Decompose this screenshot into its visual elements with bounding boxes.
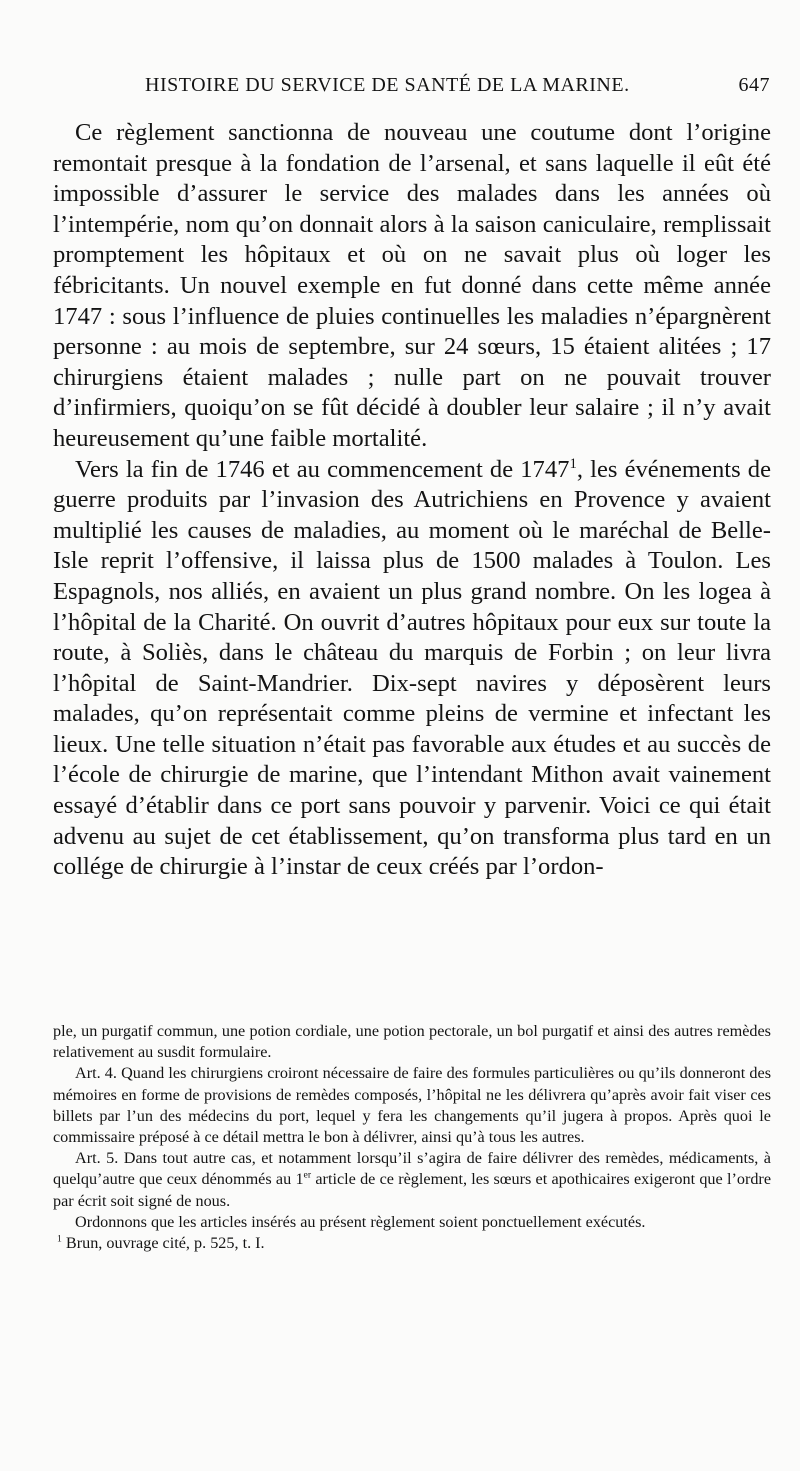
article-5-superscript: er — [303, 1170, 312, 1182]
footnote-marker: 1 — [57, 1233, 62, 1245]
running-title: HISTOIRE DU SERVICE DE SANTÉ DE LA MARINE. — [145, 74, 630, 96]
note-closing: Ordonnons que les articles insérés au présent règlement soient ponctuellement exécutés. — [75, 1212, 646, 1231]
main-text — [53, 118, 771, 883]
note-article-5 — [53, 1148, 771, 1212]
notes-block — [53, 1021, 771, 1254]
footnote — [53, 1233, 771, 1254]
note-article-4: Art. 4. Quand les chirurgiens croiront nécessaire de faire des formules particulières ou qu’ils donneront des mémoires en forme de provisions de remèdes composés, l’hôpital ne les délivrera qu’après avoir fait viser ces billets par l’un des médecins du port, lequel y fera les changements qu’il jugera à propos. Après quoi le commissaire préposé à ce détail mettra le bon à délivrer, ainsi qu’à tous les autres. — [53, 1064, 771, 1147]
paragraph-2 — [53, 455, 771, 883]
article-5-start: Art. 5. Dans tout autre cas, et notamment lorsqu’il s’agira de faire délivrer des remèdes, médicaments, à quelqu’autre que ceux dénommés au 1 — [53, 1149, 771, 1189]
paragraph-2-start: Vers la fin de 1746 et au commencement de 1747 — [75, 455, 570, 483]
footnote-reference: 1 — [569, 455, 577, 472]
page-number: 647 — [738, 74, 770, 96]
article-5-rest: article de ce règlement, les sœurs et apothicaires exigeront que l’ordre par écrit soit signé de nous. — [53, 1170, 772, 1210]
running-header — [145, 74, 770, 106]
paragraph-1: Ce règlement sanctionna de nouveau une coutume dont l’origine remontait presque à la fondation de l’arsenal, et sans laquelle il eût été impossible d’assurer le service des malades dans les années où l’intempérie, nom qu’on donnait alors à la saison caniculaire, remplissait promptement les hôpitaux et où on ne savait plus où loger les fébricitants. Un nouvel exemple en fut donné dans cette même année 1747 : sous l’influence de pluies continuelles les maladies n’épargnèrent personne : au mois de septembre, sur 24 sœurs, 15 étaient alitées ; 17 chirurgiens étaient malades ; nulle part on ne pouvait trouver d’infirmiers, quoiqu’on se fût décidé à doubler leur salaire ; il n’y avait heureusement qu’une faible mortalité. — [53, 119, 771, 452]
footnote-text: Brun, ouvrage cité, p. 525, t. I. — [61, 1234, 265, 1253]
paragraph-2-rest: , les événements de guerre produits par l’invasion des Autrichiens en Provence y avaient multiplié les causes de maladies, au moment où le maréchal de Belle-Isle reprit l’offensive, il laissa plus de 1500 malades à Toulon. Les Espagnols, nos alliés, en avaient un plus grand nombre. On les logea à l’hôpital de la Charité. On ouvrit d’autres hôpitaux pour eux sur toute la route, à Soliès, dans le château du marquis de Forbin ; on leur livra l’hôpital de Saint-Mandrier. Dix-sept navires y déposèrent leurs malades, qu’on représentait comme pleins de vermine et infectant les lieux. Une telle situation n’était pas favorable aux études et au succès de l’école de chirurgie de marine, que l’intendant Mithon avait vainement essayé d’établir dans ce port sans pouvoir y parvenir. Voici ce qui était advenu au sujet de cet établissement, qu’on transforma plus tard en un collége de chirurgie à l’instar de ceux créés par l’ordon- — [53, 455, 771, 881]
note-continuation: ple, un purgatif commun, une potion cordiale, une potion pectorale, un bol purgatif et ainsi des autres remèdes relativement au susdit formulaire. — [53, 1022, 771, 1062]
